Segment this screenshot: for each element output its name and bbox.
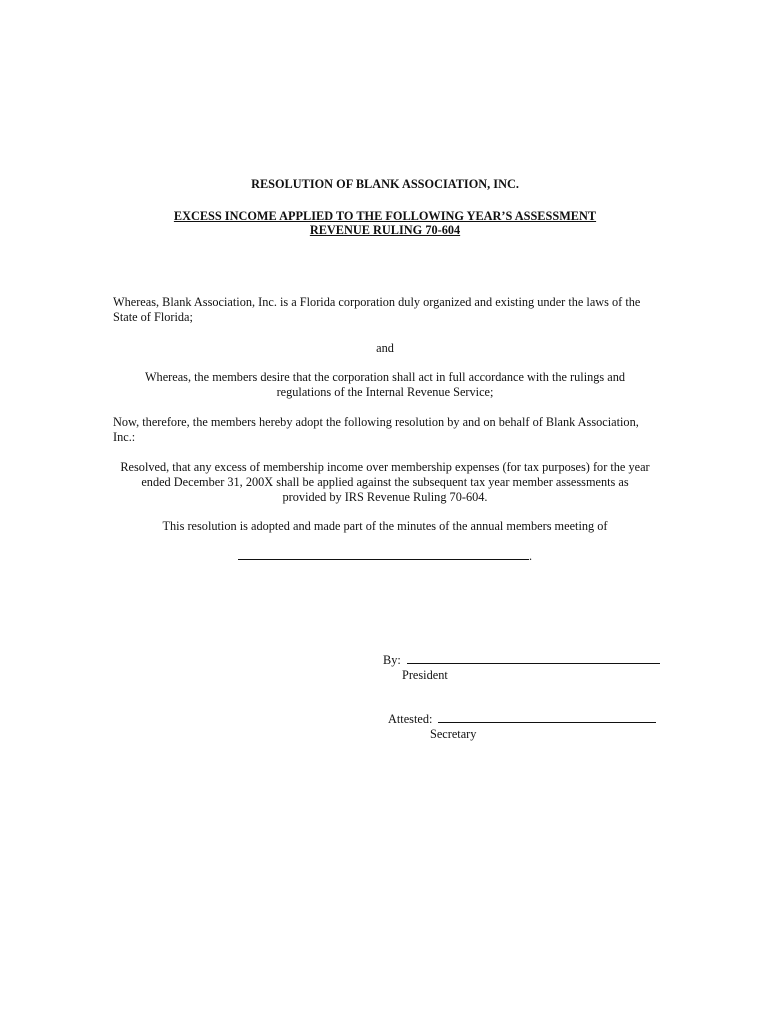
adoption-statement: This resolution is adopted and made part of the minutes of the annual members meeting of: [162, 519, 608, 533]
document-title: RESOLUTION OF BLANK ASSOCIATION, INC.: [251, 177, 519, 191]
document-subtitle-line-1: EXCESS INCOME APPLIED TO THE FOLLOWING YEAR’S ASSESSMENT: [173, 209, 597, 223]
president-label: President: [402, 668, 448, 682]
attested-label: Attested:: [388, 712, 433, 726]
resolved-paragraph-line-3: provided by IRS Revenue Ruling 70-604.: [282, 490, 488, 504]
resolved-paragraph-line-2: ended December 31, 200X shall be applied against the subsequent tax year member assessments as: [141, 475, 629, 489]
by-label: By:: [383, 653, 401, 667]
whereas-paragraph-2-line-2: regulations of the Internal Revenue Service;: [276, 385, 494, 399]
meeting-date-blank[interactable]: [238, 548, 532, 564]
secretary-signature-blank[interactable]: [438, 711, 656, 723]
meeting-blank-period: .: [529, 549, 533, 563]
president-signature-blank[interactable]: [407, 652, 660, 664]
attested-signature-line[interactable]: [388, 711, 656, 727]
now-therefore-paragraph-line-2: Inc.:: [113, 430, 136, 444]
and-conjunction: and: [376, 341, 394, 355]
whereas-paragraph-2-line-1: Whereas, the members desire that the corporation shall act in full accordance with the rulings and: [144, 370, 626, 384]
whereas-paragraph-1-line-2: State of Florida;: [113, 310, 193, 324]
whereas-paragraph-1-line-1: Whereas, Blank Association, Inc. is a Florida corporation duly organized and existing under the laws of the: [113, 295, 641, 309]
meeting-date-underline[interactable]: [238, 548, 529, 560]
resolved-paragraph-line-1: Resolved, that any excess of membership income over membership expenses (for tax purposes) for the year: [120, 460, 650, 474]
document-subtitle-line-2: REVENUE RULING 70-604: [309, 223, 461, 237]
now-therefore-paragraph-line-1: Now, therefore, the members hereby adopt the following resolution by and on behalf of Blank Association,: [113, 415, 639, 429]
secretary-label: Secretary: [430, 727, 477, 741]
by-signature-line[interactable]: [383, 652, 660, 668]
